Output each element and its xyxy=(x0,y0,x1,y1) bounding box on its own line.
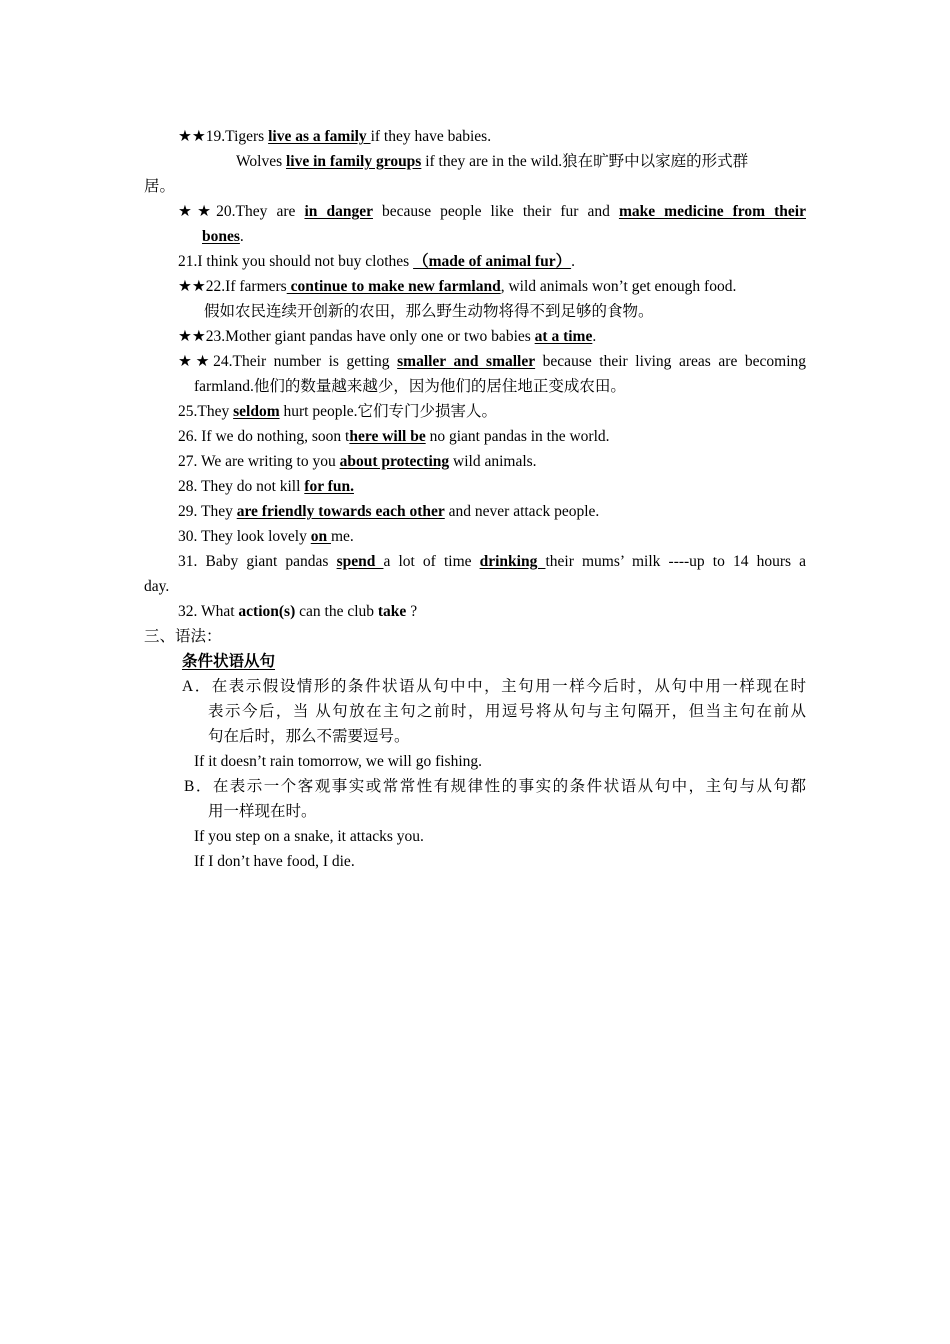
underlined-answer: continue to make new farmland xyxy=(286,278,501,295)
item-31-line-2: day. xyxy=(144,578,170,595)
item-19-line-2 xyxy=(0,149,950,174)
text: 21.I think you should not buy clothes xyxy=(178,253,414,270)
example-1: If it doesn’t rain tomorrow, we will go fishing. xyxy=(194,753,482,770)
text: because people like their fur and xyxy=(372,203,619,220)
underlined-answer: smaller and smaller xyxy=(397,353,536,370)
underlined-answer: make medicine from their xyxy=(618,203,806,220)
item-27 xyxy=(0,449,950,474)
text: 26. If we do nothing, soon t xyxy=(178,428,350,445)
text: 25.They xyxy=(178,403,234,420)
heading-text: 条件状语从句 xyxy=(182,653,276,670)
bold-term: take xyxy=(377,603,407,620)
rule-a-line-2: 表示今后，当 从句放在主句之前时，用逗号将从句与主句隔开，但当主句在前从 xyxy=(208,703,806,720)
rule-b-line-2: 用一样现在时。 xyxy=(208,803,317,820)
item-24-line-2: farmland.他们的数量越来越少，因为他们的居住地正变成农田。 xyxy=(194,378,626,395)
underlined-answer: for fun. xyxy=(304,478,354,495)
rule-a-line-3: 句在后时，那么不需要逗号。 xyxy=(208,728,410,745)
underlined-answer: in danger xyxy=(304,203,373,220)
item-28 xyxy=(0,474,950,499)
text: ? xyxy=(406,603,418,620)
item-23 xyxy=(0,324,950,349)
text: ★★23.Mother giant pandas have only one or two babies xyxy=(178,328,535,345)
item-19-line-1 xyxy=(0,124,950,149)
item-24-line-1 xyxy=(178,349,806,374)
grammar-heading xyxy=(0,649,950,674)
item-20-line-1 xyxy=(178,199,806,224)
underlined-answer: on xyxy=(310,528,331,545)
text: a lot of time xyxy=(383,553,480,570)
text: if they are in the wild.狼在旷野中以家庭的形式群 xyxy=(421,153,749,170)
text: 27. We are writing to you xyxy=(178,453,340,470)
text: ★★22.If farmers xyxy=(178,278,287,295)
item-32 xyxy=(0,599,950,624)
text: ★★19.Tigers xyxy=(178,128,269,145)
bold-term: action(s) xyxy=(238,603,296,620)
example-2: If you step on a snake, it attacks you. xyxy=(194,828,424,845)
item-31-line-1 xyxy=(178,549,806,574)
text: . xyxy=(571,253,575,270)
text: their mums’ milk ----up to 14 hours a xyxy=(545,553,806,570)
text: can the club xyxy=(295,603,378,620)
item-29 xyxy=(0,499,950,524)
text: 32. What xyxy=(178,603,239,620)
item-26 xyxy=(0,424,950,449)
underlined-answer: are friendly towards each other xyxy=(236,503,445,520)
underlined-answer: here will be xyxy=(349,428,426,445)
item-22-line-1 xyxy=(0,274,950,299)
text: and never attack people. xyxy=(444,503,600,520)
rule-a-line-1: A．在表示假设情形的条件状语从句中中，主句用一样今后时，从句中用一样现在时 xyxy=(182,678,806,695)
text: 29. They xyxy=(178,503,237,520)
underlined-answer: bones xyxy=(202,228,240,245)
item-30 xyxy=(0,524,950,549)
underlined-answer: live in family groups xyxy=(285,153,422,170)
text: me. xyxy=(331,528,354,545)
text: 28. They do not kill xyxy=(178,478,305,495)
underlined-answer: about protecting xyxy=(339,453,450,470)
text: no giant pandas in the world. xyxy=(425,428,610,445)
text: . xyxy=(239,228,244,245)
example-3: If I don’t have food, I die. xyxy=(194,853,355,870)
text: ★★24.Their number is getting xyxy=(178,353,398,370)
text: , wild animals won’t get enough food. xyxy=(500,278,737,295)
text: because their living areas are becoming xyxy=(535,353,807,370)
text: wild animals. xyxy=(449,453,537,470)
item-21 xyxy=(0,249,950,274)
underlined-answer: （made of animal fur） xyxy=(413,253,572,270)
underlined-answer: drinking xyxy=(479,553,546,570)
text: hurt people.它们专门少损害人。 xyxy=(279,403,498,420)
text: 31. Baby giant pandas xyxy=(178,553,337,570)
underlined-answer: seldom xyxy=(233,403,280,420)
rule-b-line-1: B．在表示一个客观事实或常常性有规律性的事实的条件状语从句中，主句与从句都 xyxy=(184,778,806,795)
text: ★★20.They are xyxy=(178,203,305,220)
underlined-answer: spend xyxy=(336,553,384,570)
item-22-line-2: 假如农民连续开创新的农田，那么野生动物将得不到足够的食物。 xyxy=(204,303,654,320)
section-title: 三、语法： xyxy=(144,628,222,645)
underlined-answer: live as a family xyxy=(268,128,371,145)
text: . xyxy=(592,328,597,345)
text: Wolves xyxy=(236,153,286,170)
text: 30. They look lovely xyxy=(178,528,311,545)
item-20-line-2 xyxy=(0,224,950,249)
item-19-line-3: 居。 xyxy=(144,178,176,195)
item-25 xyxy=(0,399,950,424)
text: if they have babies. xyxy=(370,128,492,145)
underlined-answer: at a time xyxy=(534,328,593,345)
